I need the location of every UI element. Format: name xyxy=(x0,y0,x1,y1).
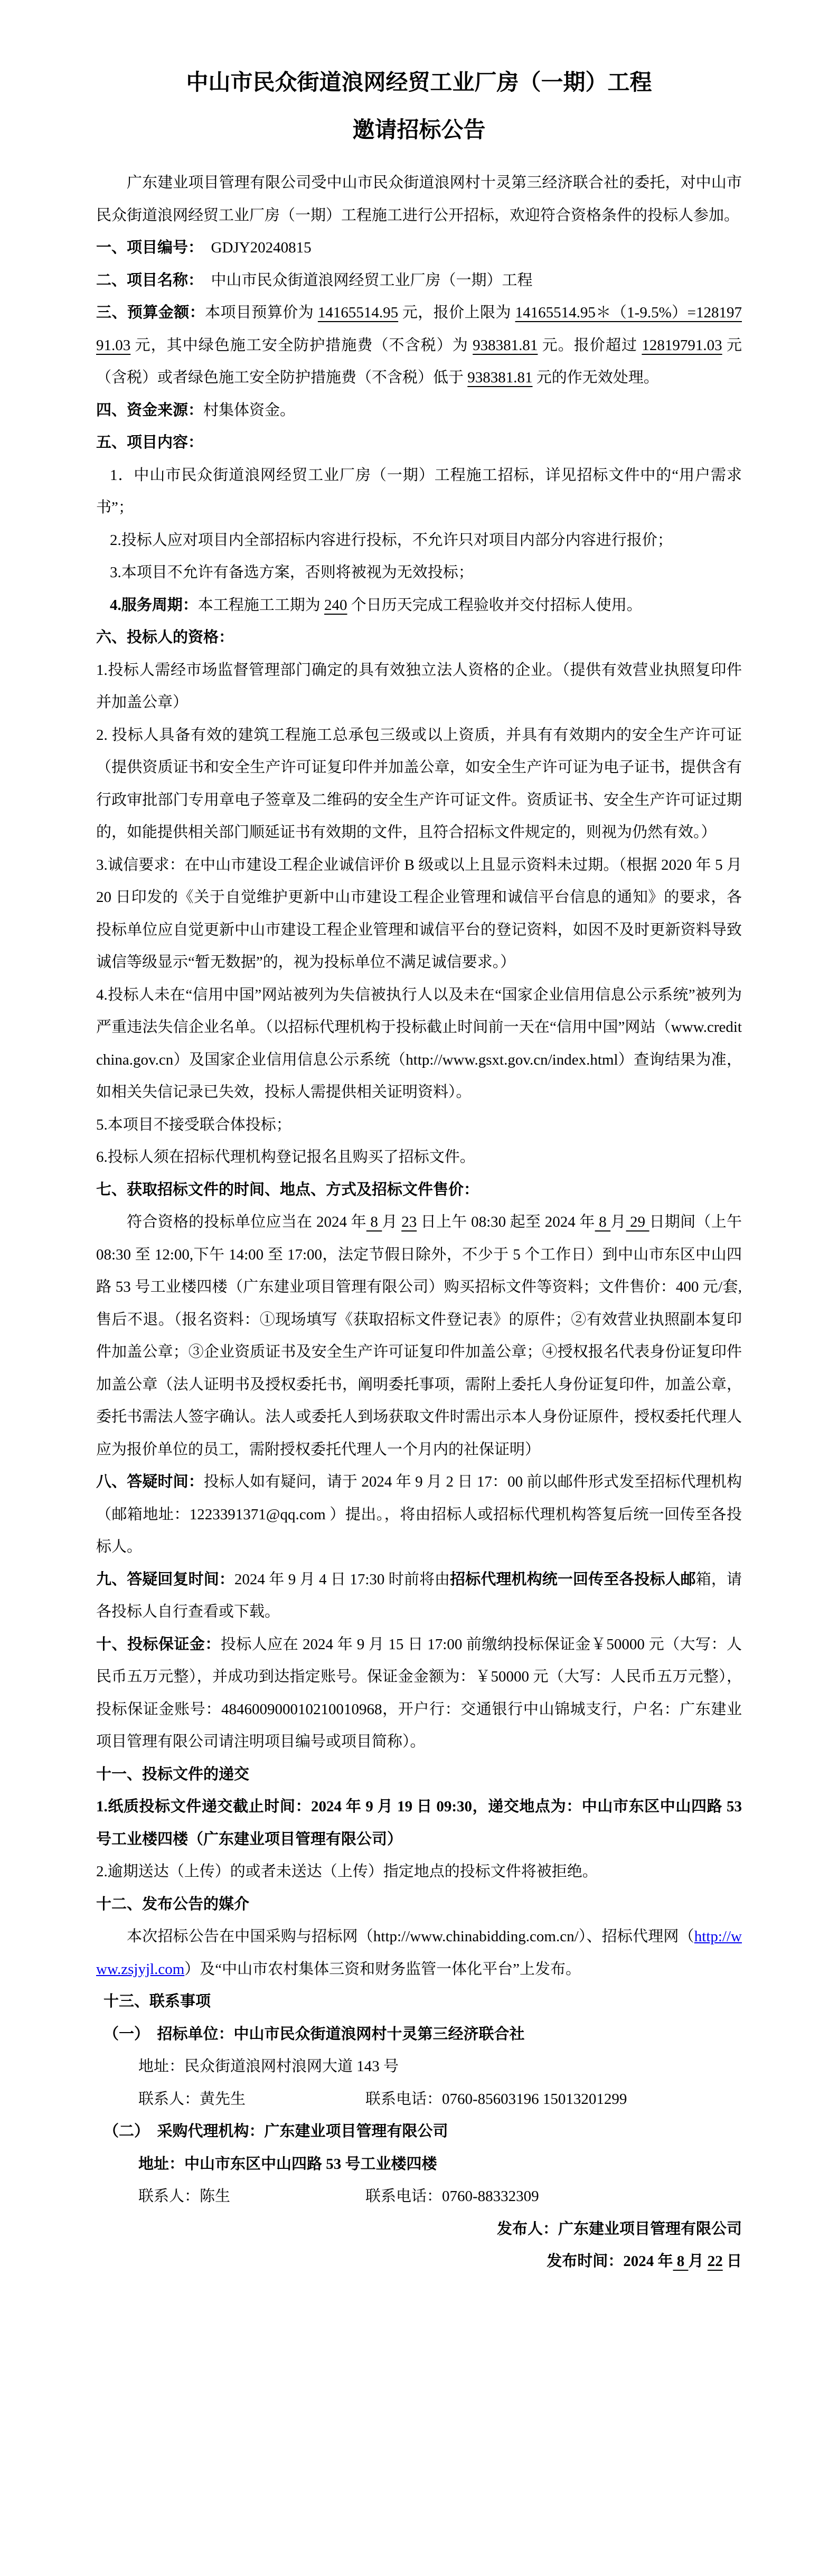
text-run: 投标人应在 2024 年 9 月 15 日 17:00 前缴纳投标保证金￥50000 元（大写：人民币五万元整），并成功到达指定账号。保证金金额为：￥50000 元（大写：人民币五万元整），投标保证金账号：484600900010210010968，开户行：交通银行中山锦城支行，户名：广东建业项目管理有限公司请注明项目编号或项目简称）。 xyxy=(96,1635,742,1750)
section-6-item-2 xyxy=(96,719,742,849)
text-run: 日 xyxy=(722,2253,742,2270)
text-run: 七、获取招标文件的时间、地点、方式及招标文件售价： xyxy=(96,1181,479,1198)
document-body xyxy=(96,167,742,2278)
text-run: 本项目预算价为 xyxy=(205,304,318,321)
text-run: 地址：中山市东区中山四路 53 号工业楼四楼 xyxy=(138,2155,437,2173)
document-title-line2: 邀请招标公告 xyxy=(352,118,486,143)
text-run: 一、项目编号： xyxy=(96,239,196,256)
section-9-reply-time xyxy=(96,1564,742,1629)
text-run: 6.投标人须在招标代理机构登记报名且购买了招标文件。 xyxy=(96,1149,475,1165)
section-6-item-4 xyxy=(96,979,742,1109)
text-run: 938381.81 xyxy=(473,336,538,354)
section-11-item-2 xyxy=(96,1856,742,1888)
text-run: 1.投标人需经市场监督管理部门确定的具有效独立法人资格的企业。（提供有效营业执照复印件并加盖公章） xyxy=(96,661,742,711)
text-run: 1．中山市民众街道浪网经贸工业厂房（一期）工程施工招标，详见招标文件中的“用户需求书”； xyxy=(96,466,742,516)
contact-2-agency xyxy=(96,2116,742,2148)
text-run: 1.纸质投标文件递交截止时间：2024 年 9 月 19 日 09:30，递交地点为：中山市东区中山四路 53 号工业楼四楼（广东建业项目管理有限公司） xyxy=(96,1798,742,1848)
text-run: 4.投标人未在“信用中国”网站被列为失信被执行人以及未在“国家企业信用信息公示系统”被列为严重违法失信企业名单。（以招标代理机构于投标截止时间前一天在“信用中国”网站（www.creditchina.gov.cn）及国家企业信用信息公示系统（http://www.gsxt.gov.cn/index.html）查询结果为准，如相关失信记录已失效，投标人需提供相关证明资料）。 xyxy=(96,986,742,1101)
publish-date-line xyxy=(96,2245,742,2278)
contact-1-tendering-unit xyxy=(96,2018,742,2051)
text-run: 5.本项目不接受联合体投标； xyxy=(96,1116,291,1133)
text-run: 发布人：广东建业项目管理有限公司 xyxy=(496,2220,742,2237)
contact-1-person-phone xyxy=(96,2083,742,2116)
publisher-line xyxy=(96,2213,742,2246)
text-run: 地址：民众街道浪网村浪网大道 143 号 xyxy=(138,2058,399,2075)
text-run: 2.投标人应对项目内全部招标内容进行投标，不允许只对项目内部分内容进行报价； xyxy=(110,531,673,549)
text-run: 八、答疑时间： xyxy=(96,1473,204,1490)
contact-2-address xyxy=(96,2148,742,2181)
section-11-bid-submission xyxy=(96,1759,742,1791)
text-run: 六、投标人的资格： xyxy=(96,629,234,646)
text-run: 2024 年 9 月 4 日 17:30 时前将由 xyxy=(234,1571,450,1588)
section-6-item-6 xyxy=(96,1141,742,1174)
section-8-question-time xyxy=(96,1466,742,1564)
text-run: ）及“中山市农村集体三资和财务监管一体化平台”上发布。 xyxy=(184,1960,581,1978)
section-3-budget xyxy=(96,297,742,394)
section-2-project-name xyxy=(96,265,742,297)
text-run: （一） 招标单位：中山市民众街道浪网村十灵第三经济联合社 xyxy=(103,2025,525,2043)
text-run: 联系电话：0760-88332309 xyxy=(365,2188,539,2205)
text-run: 联系人：黄先生 xyxy=(138,2090,246,2108)
contact-2-person-phone xyxy=(96,2180,742,2213)
intro-paragraph xyxy=(96,167,742,232)
text-run: 14165514.95 xyxy=(317,304,399,321)
section-12-paragraph xyxy=(96,1921,742,1986)
text-run: 月 xyxy=(610,1214,626,1230)
section-4-fund-source xyxy=(96,394,742,427)
text-run: 8 xyxy=(673,2253,689,2270)
text-run: 29 xyxy=(626,1214,649,1230)
text-run: 四、资金来源： xyxy=(96,401,204,419)
text-run: 村集体资金。 xyxy=(203,401,296,419)
text-run: 十、投标保证金： xyxy=(96,1635,221,1653)
text-run: 2.逾期送达（上传）的或者未送达（上传）指定地点的投标文件将被拒绝。 xyxy=(96,1863,598,1880)
text-run: 招标代理机构统一回传至各投标人邮 xyxy=(450,1571,696,1588)
text-run: 8 xyxy=(595,1214,611,1230)
text-run: （二） 采购代理机构：广东建业项目管理有限公司 xyxy=(103,2123,448,2140)
text-run: 14165514.95＊（1-9.5%）=12819791.03 xyxy=(96,304,742,354)
text-run: 箱，请各投标人自行查看或下载。 xyxy=(96,1571,742,1620)
section-6-item-1 xyxy=(96,654,742,719)
document-title-line1: 中山市民众街道浪网经贸工业厂房（一期）工程 xyxy=(186,71,652,95)
text-run: 九、答疑回复时间： xyxy=(96,1571,234,1588)
section-11-item-1 xyxy=(96,1791,742,1856)
text-run: 元的作无效处理。 xyxy=(532,369,659,386)
section-10-bid-bond xyxy=(96,1629,742,1759)
text-run: 符合资格的投标单位应当在 2024 年 xyxy=(127,1214,366,1230)
text-run: 日期间（上午 08:30 至 12:00,下午 14:00 至 17:00，法定节假日除外，不少于 5 个工作日）到中山市东区中山四路 53 号工业楼四楼（广东建业项目管理有限公司）购买招标文件等资料；文件售价：400 元/套,售后不退。（报名资料：①现场填写《获取招标文件登记表》的原件；②有效营业执照副本复印件加盖公章；③企业资质证书及安全生产许可证复印件加盖公章；④授权报名代表身份证复印件加盖公章（法人证明书及授权委托书，阐明委托事项，需附上委托人身份证复印件，加盖公章，委托书需法人签字确认。法人或委托人到场获取文件时需出示本人身份证原件，授权委托代理人应为报价单位的员工，需附授权委托代理人一个月内的社保证明） xyxy=(96,1214,742,1458)
section-5-item-4 xyxy=(96,589,742,622)
text-run: 日上午 08:30 起至 2024 年 xyxy=(417,1214,595,1230)
text-run: 个日历天完成工程验收并交付招标人使用。 xyxy=(347,596,642,614)
section-5-item-3 xyxy=(96,557,742,589)
section-12-announcement-media xyxy=(96,1888,742,1921)
text-run: 发布时间：2024 年 xyxy=(547,2253,673,2270)
text-run: 2. 投标人具备有效的建筑工程施工总承包三级或以上资质，并具有有效期内的安全生产许可证（提供资质证书和安全生产许可证复印件并加盖公章，如安全生产许可证为电子证书，提供含有行政审批部门专用章电子签章及二维码的安全生产许可证文件。资质证书、安全生产许可证过期的，如能提供相关部门顺延证书有效期的文件，且符合招标文件规定的，则视为仍然有效。） xyxy=(96,726,742,841)
zsjyjl-link[interactable]: http://www.zsjyjl.com xyxy=(96,1928,742,1978)
text-run: GDJY20240815 xyxy=(195,239,312,256)
text-run: 12819791.03 xyxy=(642,336,722,354)
section-6-item-3 xyxy=(96,849,742,979)
text-run: 元。报价超过 xyxy=(538,336,642,354)
text-run: 8 xyxy=(366,1214,382,1230)
text-run: 广东建业项目管理有限公司受中山市民众街道浪网村十灵第三经济联合社的委托，对中山市民众街道浪网经贸工业厂房（一期）工程施工进行公开招标，欢迎符合资格条件的投标人参加。 xyxy=(96,174,742,224)
text-run: 联系人：陈生 xyxy=(138,2188,231,2205)
text-run: 五、项目内容： xyxy=(96,434,204,451)
section-13-contact xyxy=(96,1986,742,2018)
text-run: 投标人如有疑问，请于 2024 年 9 月 2 日 17：00 前以邮件形式发至招标代理机构（邮箱地址：1223391371@qq.com ）提出。，将由招标人或招标代理机构答复后统一回传至各投标人。 xyxy=(96,1473,742,1555)
text-run: 中山市民众街道浪网经贸工业厂房（一期）工程 xyxy=(195,271,533,289)
text-run: 22 xyxy=(707,2253,723,2270)
section-5-item-2 xyxy=(96,524,742,557)
text-run: 本工程施工工期为 xyxy=(197,596,325,614)
text-run: 十三、联系事项 xyxy=(103,1993,211,2010)
text-run: 元，其中绿色施工安全防护措施费（不含税）为 xyxy=(130,336,473,354)
text-run: 十一、投标文件的递交 xyxy=(96,1765,250,1783)
text-run: 十二、发布公告的媒介 xyxy=(96,1895,250,1913)
section-7-paragraph xyxy=(96,1206,742,1466)
section-7-document-obtain xyxy=(96,1174,742,1207)
text-run: 240 xyxy=(324,596,347,614)
text-run: 元，报价上限为 xyxy=(398,304,515,321)
section-6-item-5 xyxy=(96,1109,742,1142)
text-run: 月 xyxy=(688,2253,708,2270)
contact-1-address xyxy=(96,2051,742,2083)
text-run: 月 xyxy=(382,1214,402,1230)
section-5-project-content xyxy=(96,427,742,459)
text-run: 23 xyxy=(401,1214,417,1230)
text-run: 联系电话：0760-85603196 15013201299 xyxy=(365,2090,627,2108)
section-5-item-1 xyxy=(96,459,742,524)
text-run: 本次招标公告在中国采购与招标网（http://www.chinabidding.com.cn/）、招标代理网（ xyxy=(127,1928,694,1945)
text-run: 3.本项目不允许有备选方案，否则将被视为无效投标； xyxy=(110,564,474,581)
text-run: 元（含税）或者绿色施工安全防护措施费（不含税）低于 xyxy=(96,336,742,386)
section-6-bidder-qualification xyxy=(96,622,742,654)
text-run: 三、预算金额： xyxy=(96,304,205,321)
text-run: 4.服务周期： xyxy=(110,596,198,614)
text-run: 3.诚信要求：在中山市建设工程企业诚信评价 B 级或以上且显示资料未过期。（根据 2020 年 5 月 20 日印发的《关于自觉维护更新中山市建设工程企业管理和诚信平台信息的通知》的要求，各投标单位应自觉更新中山市建设工程企业管理和诚信平台的登记资料，如因不及时更新资料导致诚信等级显示“暂无数据”的，视为投标单位不满足诚信要求。） xyxy=(96,856,742,971)
text-run: 938381.81 xyxy=(467,369,533,386)
text-run: 二、项目名称： xyxy=(96,271,196,289)
section-1-project-number xyxy=(96,232,742,265)
